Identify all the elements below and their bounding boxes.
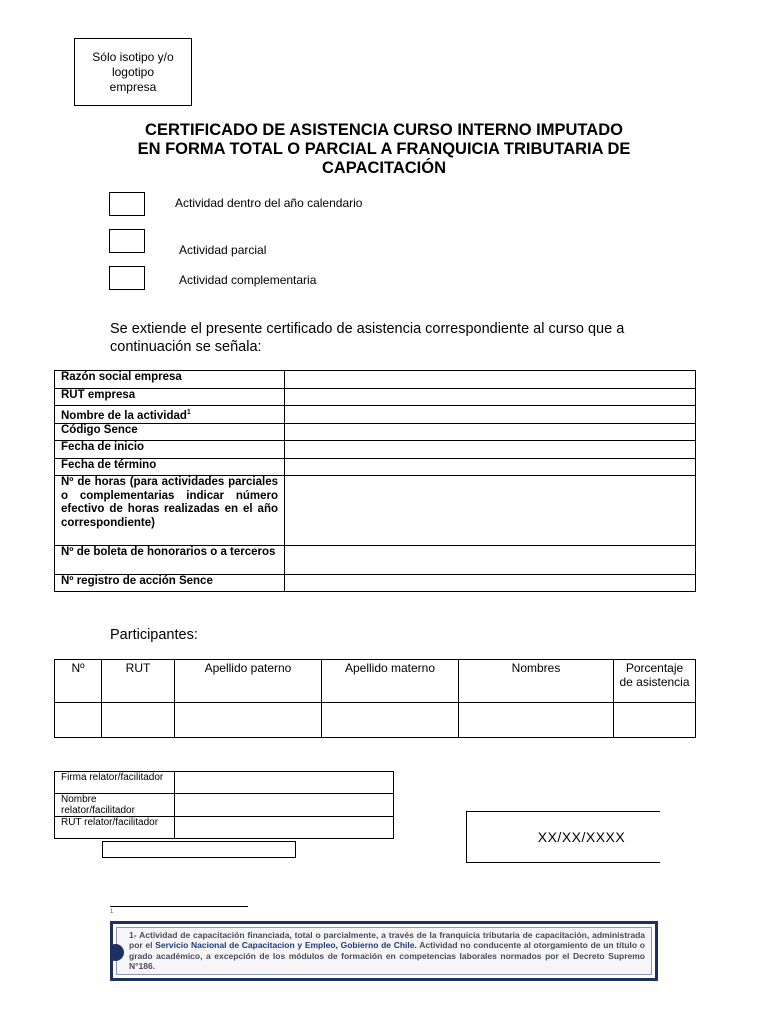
checkbox-partial[interactable] [109,229,145,253]
participants-title: Participantes: [110,627,198,643]
footnote-highlight: Servicio Nacional de Capacitacion y Empleo, Gobierno de Chile. [155,940,417,951]
signature-row-nombre [55,794,394,817]
info-label: Fecha de inicio [55,441,285,459]
facilitator-signature-table [54,771,394,839]
participant-cell[interactable] [322,703,459,738]
checkbox-complementary[interactable] [109,266,145,290]
checkbox-label-partial: Actividad parcial [179,243,267,257]
signature-label: RUT relator/facilitador [55,817,175,839]
footnote-ref: 1 [186,409,191,416]
info-label-text: Nombre de la actividad [61,409,187,422]
participant-cell[interactable] [459,703,614,738]
info-row-codigo-sence [55,424,696,441]
participant-cell[interactable] [175,703,322,738]
info-label: RUT empresa [55,389,285,406]
info-row-rut [55,389,696,406]
info-row-razon-social [55,371,696,389]
info-label: Nº registro de acción Sence [55,575,285,592]
info-row-fecha-inicio [55,441,696,459]
logo-placeholder-box [74,38,192,106]
signature-extra-box [102,841,296,858]
course-info-table [54,370,696,592]
footnote-separator [110,906,248,907]
footnote-marker: 1 [110,909,114,915]
signature-row-firma [55,772,394,794]
footnote-prefix: 1- [129,930,137,940]
checkbox-label-complementary: Actividad complementaria [179,273,317,287]
signature-field[interactable] [175,772,394,794]
checkbox-label-calendar-year: Actividad dentro del año calendario [175,196,363,210]
title-line-1: CERTIFICADO DE ASISTENCIA CURSO INTERNO IMPUTADO [145,121,623,139]
logo-placeholder-text: Sólo isotipo y/o logotipo empresa [92,49,174,94]
signature-label: Firma relator/facilitador [55,772,175,794]
info-value-field[interactable] [285,406,696,424]
col-header-apellido-materno: Apellido materno [322,660,459,703]
info-label: Nº de horas (para actividades parciales o complementarias indicar número efectivo de horas realizadas en el año correspondiente) [55,476,285,546]
signature-label: Nombre relator/facilitador [55,794,175,817]
footnote-banner [110,921,658,981]
info-label: Código Sence [55,424,285,441]
participant-cell[interactable] [102,703,175,738]
info-row-horas [55,476,696,546]
info-row-boleta [55,546,696,575]
info-value-field[interactable] [285,546,696,575]
checkbox-calendar-year[interactable] [109,192,145,216]
date-box[interactable] [466,811,660,863]
footnote-text [116,927,652,975]
footnote-part2: Actividad no conducente al otorgamiento de un título o grado académico, a excepción de los módulos de formación en competencias laborales normados por el Decreto Supremo N°186. [129,940,645,972]
signature-field[interactable] [175,817,394,839]
col-header-porcentaje: Porcentaje de asistencia [614,660,696,703]
info-label: Fecha de término [55,459,285,476]
title-line-3: CAPACITACIÓN [321,159,447,177]
participants-table [54,659,696,738]
col-header-nombres: Nombres [459,660,614,703]
title-line-2: EN FORMA TOTAL O PARCIAL A FRANQUICIA TRIBUTARIA DE [137,140,631,158]
date-placeholder: XX/XX/XXXX [537,829,626,845]
participant-cell[interactable] [55,703,102,738]
info-row-registro-accion [55,575,696,592]
info-label: Razón social empresa [55,371,285,389]
footnote-part1: Actividad de capacitación financiada, total o parcialmente, a través de la franquicia tributaria de capacitación, administrada por el [129,930,646,951]
info-label: Nº de boleta de honorarios o a terceros [55,546,285,575]
signature-row-rut [55,817,394,839]
document-title [100,121,668,178]
participant-cell[interactable] [614,703,696,738]
info-value-field[interactable] [285,476,696,546]
info-row-nombre-actividad [55,406,696,424]
info-value-field[interactable] [285,389,696,406]
participant-row [55,703,696,738]
info-value-field[interactable] [285,575,696,592]
col-header-rut: RUT [102,660,175,703]
info-value-field[interactable] [285,459,696,476]
info-value-field[interactable] [285,441,696,459]
signature-field[interactable] [175,794,394,817]
col-header-apellido-paterno: Apellido paterno [175,660,322,703]
participants-header-row [55,660,696,703]
info-label [55,406,285,424]
info-value-field[interactable] [285,371,696,389]
info-value-field[interactable] [285,424,696,441]
footnote-bullet-icon [110,944,124,961]
intro-paragraph: Se extiende el presente certificado de asistencia correspondiente al curso que a continuación se señala: [110,321,625,355]
info-row-fecha-termino [55,459,696,476]
col-header-numero: Nº [55,660,102,703]
